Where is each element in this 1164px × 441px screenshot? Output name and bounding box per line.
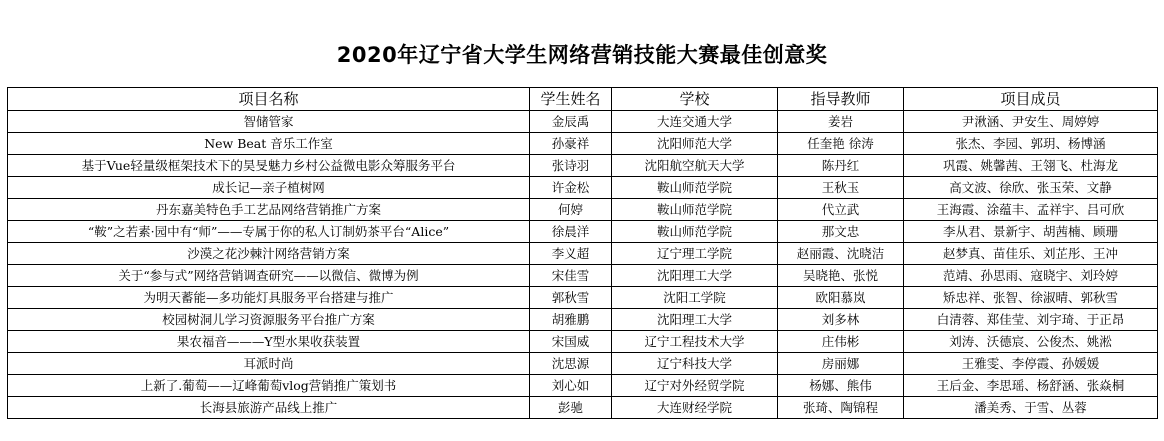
cell-project-name: 耳派时尚 (8, 353, 530, 375)
cell-advisor: 刘多林 (778, 309, 904, 331)
cell-advisor: 王秋玉 (778, 177, 904, 199)
cell-members: 王后金、李思瑶、杨舒涵、张焱桐 (904, 375, 1158, 397)
cell-members: 赵梦真、苗佳乐、刘芷彤、王冲 (904, 243, 1158, 265)
cell-student-name: 沈思源 (530, 353, 612, 375)
cell-project-name: 为明天蓄能—多功能灯具服务平台搭建与推广 (8, 287, 530, 309)
table-row (8, 375, 1158, 397)
cell-project-name: 果农福音———Y型水果收获装置 (8, 331, 530, 353)
table-row (8, 397, 1158, 419)
cell-advisor: 庄伟彬 (778, 331, 904, 353)
header-school: 学校 (612, 88, 778, 111)
cell-project-name: 沙漠之花沙棘汁网络营销方案 (8, 243, 530, 265)
cell-advisor: 陈丹红 (778, 155, 904, 177)
header-members: 项目成员 (904, 88, 1158, 111)
cell-project-name: 丹东嘉美特色手工艺品网络营销推广方案 (8, 199, 530, 221)
cell-project-name: “鞍”之若素·园中有“师”——专属于你的私人订制奶茶平台“Alice” (8, 221, 530, 243)
header-student-name: 学生姓名 (530, 88, 612, 111)
cell-advisor: 房丽娜 (778, 353, 904, 375)
cell-school: 鞍山师范学院 (612, 199, 778, 221)
cell-advisor: 那文忠 (778, 221, 904, 243)
cell-project-name: 关于“参与式”网络营销调查研究——以微信、微博为例 (8, 265, 530, 287)
table-row (8, 155, 1158, 177)
table-row (8, 199, 1158, 221)
cell-student-name: 宋佳雪 (530, 265, 612, 287)
table-row (8, 309, 1158, 331)
table-row (8, 265, 1158, 287)
cell-school: 大连财经学院 (612, 397, 778, 419)
cell-members: 潘美秀、于雪、丛蓉 (904, 397, 1158, 419)
cell-members: 王雅雯、李停霞、孙媛媛 (904, 353, 1158, 375)
cell-project-name: 上新了.葡萄——辽峰葡萄vlog营销推广策划书 (8, 375, 530, 397)
cell-advisor: 赵丽霞、沈晓洁 (778, 243, 904, 265)
cell-school: 鞍山师范学院 (612, 177, 778, 199)
cell-project-name: 基于Vue轻量级框架技术下的昊旻魅力乡村公益微电影众筹服务平台 (8, 155, 530, 177)
table-row (8, 243, 1158, 265)
cell-members: 尹湫涵、尹安生、周婷婷 (904, 111, 1158, 133)
cell-school: 辽宁对外经贸学院 (612, 375, 778, 397)
cell-student-name: 张诗羽 (530, 155, 612, 177)
cell-advisor: 张琦、陶锦程 (778, 397, 904, 419)
cell-school: 沈阳工学院 (612, 287, 778, 309)
table-row (8, 331, 1158, 353)
cell-student-name: 何婷 (530, 199, 612, 221)
cell-members: 范靖、孙思雨、寇晓宇、刘玲婷 (904, 265, 1158, 287)
cell-school: 大连交通大学 (612, 111, 778, 133)
cell-advisor: 杨娜、熊伟 (778, 375, 904, 397)
cell-advisor: 吴晓艳、张悦 (778, 265, 904, 287)
cell-members: 矫忠祥、张智、徐淑晴、郭秋雪 (904, 287, 1158, 309)
table-row (8, 177, 1158, 199)
table-row (8, 133, 1158, 155)
cell-student-name: 刘心如 (530, 375, 612, 397)
cell-student-name: 胡雅鹏 (530, 309, 612, 331)
awards-table (7, 87, 1158, 419)
cell-project-name: New Beat 音乐工作室 (8, 133, 530, 155)
cell-members: 白清蓉、郑佳莹、刘宇琦、于正昂 (904, 309, 1158, 331)
cell-members: 高文波、徐欣、张玉荣、文静 (904, 177, 1158, 199)
cell-school: 辽宁理工学院 (612, 243, 778, 265)
cell-school: 沈阳理工大学 (612, 309, 778, 331)
cell-student-name: 彭驰 (530, 397, 612, 419)
cell-student-name: 宋国威 (530, 331, 612, 353)
cell-student-name: 许金松 (530, 177, 612, 199)
cell-advisor: 欧阳慕岚 (778, 287, 904, 309)
cell-school: 辽宁工程技术大学 (612, 331, 778, 353)
cell-student-name: 金辰禹 (530, 111, 612, 133)
cell-members: 巩霞、姚馨茜、王翎飞、杜海龙 (904, 155, 1158, 177)
cell-members: 王海霞、涂蕴丰、孟祥宇、吕可欣 (904, 199, 1158, 221)
cell-school: 辽宁科技大学 (612, 353, 778, 375)
document-title: 2020年辽宁省大学生网络营销技能大赛最佳创意奖 (336, 43, 828, 67)
cell-school: 鞍山师范学院 (612, 221, 778, 243)
cell-project-name: 智储管家 (8, 111, 530, 133)
table-row (8, 111, 1158, 133)
table-row (8, 221, 1158, 243)
table-row (8, 353, 1158, 375)
cell-members: 张杰、李园、郭玥、杨博涵 (904, 133, 1158, 155)
cell-members: 李从君、景新宇、胡茜楠、顾珊 (904, 221, 1158, 243)
header-project-name: 项目名称 (8, 88, 530, 111)
cell-project-name: 长海县旅游产品线上推广 (8, 397, 530, 419)
table-row (8, 287, 1158, 309)
cell-school: 沈阳理工大学 (612, 265, 778, 287)
cell-school: 沈阳师范大学 (612, 133, 778, 155)
cell-student-name: 孙豪祥 (530, 133, 612, 155)
cell-advisor: 代立武 (778, 199, 904, 221)
cell-project-name: 校园树洞儿学习资源服务平台推广方案 (8, 309, 530, 331)
cell-members: 刘涛、沃德宸、公俊杰、姚淞 (904, 331, 1158, 353)
table-body (8, 111, 1158, 419)
cell-student-name: 李义超 (530, 243, 612, 265)
cell-student-name: 郭秋雪 (530, 287, 612, 309)
cell-school: 沈阳航空航天大学 (612, 155, 778, 177)
cell-advisor: 姜岩 (778, 111, 904, 133)
cell-student-name: 徐晨洋 (530, 221, 612, 243)
cell-advisor: 任奎艳 徐涛 (778, 133, 904, 155)
table-header-row (8, 88, 1158, 111)
header-advisor: 指导教师 (778, 88, 904, 111)
cell-project-name: 成长记—亲子植树网 (8, 177, 530, 199)
